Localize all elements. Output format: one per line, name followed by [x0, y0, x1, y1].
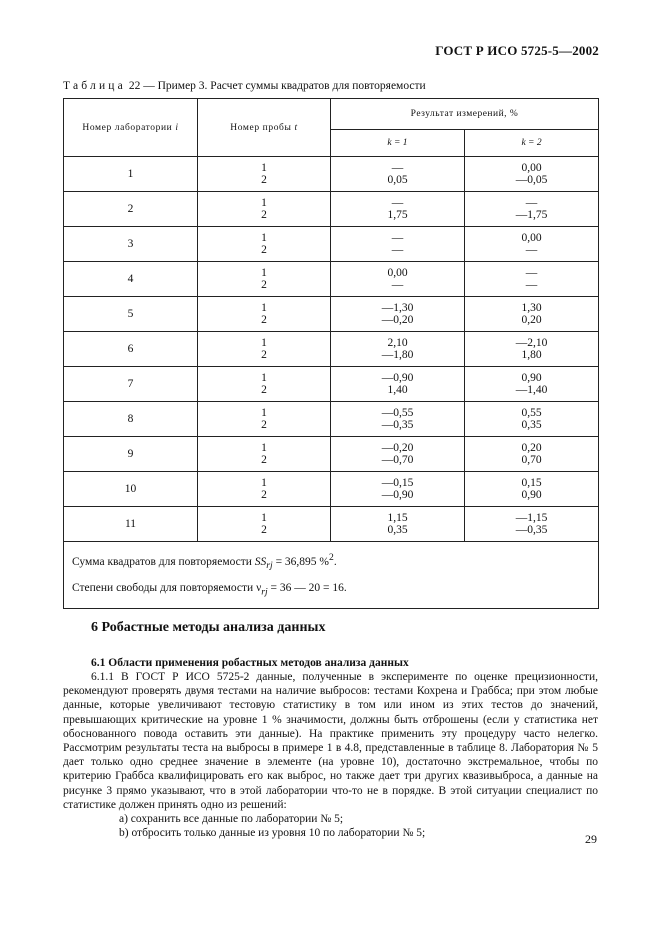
cell-k2-line: 0,35: [521, 419, 542, 431]
cell-k1-line: —0,35: [381, 419, 414, 431]
cell-k1-line: —1,30: [381, 302, 414, 314]
cell-k2: [465, 437, 599, 472]
cell-sample: [198, 227, 331, 262]
cell-sample-line: 1: [261, 337, 267, 349]
cell-k2-line: 0,20: [521, 442, 542, 454]
cell-k1-line: 1,40: [387, 384, 408, 396]
cell-k1-line: 0,05: [387, 174, 408, 186]
header-laboratory: Номер лаборатории i: [64, 99, 198, 157]
cell-k1-line: —0,20: [381, 314, 414, 326]
cell-k2-line: —: [525, 244, 538, 256]
cell-k2-line: —1,15: [515, 512, 548, 524]
cell-k2-line: —: [525, 279, 538, 291]
cell-sample-line: 2: [261, 209, 267, 221]
cell-sample: [198, 437, 331, 472]
cell-k1-line: 1,75: [387, 209, 408, 221]
cell-k1: [331, 472, 465, 507]
cell-k2-line: —: [525, 267, 538, 279]
cell-sample-line: 2: [261, 279, 267, 291]
cell-k1-line: —: [391, 279, 404, 291]
cell-k2: [465, 332, 599, 367]
cell-k2-line: —0,05: [515, 174, 548, 186]
cell-k1-line: —0,70: [381, 454, 414, 466]
cell-k2-line: 0,20: [521, 314, 542, 326]
cell-k2-line: 0,70: [521, 454, 542, 466]
cell-k2-line: 0,90: [521, 372, 542, 384]
list-item-a: a) сохранить все данные по лаборатории № 5;: [119, 813, 344, 826]
cell-k1-line: —0,90: [381, 489, 414, 501]
table-row: [64, 157, 599, 192]
table-row: [64, 367, 599, 402]
cell-sample: [198, 402, 331, 437]
table-row: [64, 332, 599, 367]
section-subheading: 6.1 Области применения робастных методов анализа данных: [91, 657, 409, 669]
cell-k2: [465, 367, 599, 402]
cell-k1-line: —: [391, 244, 404, 256]
cell-sample-line: 2: [261, 489, 267, 501]
section-heading: 6 Робастные методы анализа данных: [91, 620, 326, 635]
cell-sample-line: 2: [261, 419, 267, 431]
cell-k1-line: —: [391, 197, 404, 209]
cell-sample: [198, 332, 331, 367]
cell-k1-line: 2,10: [387, 337, 408, 349]
header-k2: k = 2: [465, 130, 599, 157]
cell-k2: [465, 192, 599, 227]
cell-sample-line: 2: [261, 454, 267, 466]
cell-laboratory: 9: [64, 437, 198, 472]
cell-sample: [198, 192, 331, 227]
cell-laboratory: 4: [64, 262, 198, 297]
cell-k1: [331, 437, 465, 472]
cell-k2-line: 1,30: [521, 302, 542, 314]
table-row: [64, 227, 599, 262]
cell-sample-line: 2: [261, 174, 267, 186]
table-row: [64, 507, 599, 542]
cell-k2-line: 1,80: [521, 349, 542, 361]
cell-sample-line: 1: [261, 372, 267, 384]
cell-sample-line: 1: [261, 232, 267, 244]
list-item-b: b) отбросить только данные из уровня 10 по лаборатории № 5;: [119, 827, 426, 840]
cell-k2-line: 0,90: [521, 489, 542, 501]
cell-sample-line: 2: [261, 314, 267, 326]
cell-k1: [331, 367, 465, 402]
table-caption-number: 22: [128, 80, 141, 92]
cell-k1: [331, 262, 465, 297]
cell-k1: [331, 297, 465, 332]
cell-sample-line: 1: [261, 477, 267, 489]
cell-k2: [465, 227, 599, 262]
cell-k1: [331, 192, 465, 227]
cell-laboratory: 2: [64, 192, 198, 227]
cell-k1: [331, 157, 465, 192]
cell-k1-line: 0,00: [387, 267, 408, 279]
cell-k1-line: —: [391, 232, 404, 244]
cell-sample: [198, 367, 331, 402]
table-row: [64, 402, 599, 437]
cell-k1-line: —0,90: [381, 372, 414, 384]
cell-k2-line: —2,10: [515, 337, 548, 349]
page-number: 29: [585, 832, 597, 846]
cell-sample-line: 1: [261, 512, 267, 524]
footer-sum-of-squares: Сумма квадратов для повторяемости $SS_{rj} = 36,895$ %$^2$.: [72, 552, 337, 572]
cell-laboratory: 5: [64, 297, 198, 332]
table-caption-text: — Пример 3. Расчет суммы квадратов для повторяемости: [143, 80, 426, 92]
table-row: [64, 262, 599, 297]
cell-k2-line: 0,00: [521, 232, 542, 244]
cell-k1-line: 0,35: [387, 524, 408, 536]
cell-laboratory: 3: [64, 227, 198, 262]
cell-k1-line: —0,55: [381, 407, 414, 419]
header-k1: k = 1: [331, 130, 465, 157]
cell-sample-line: 2: [261, 349, 267, 361]
cell-sample: [198, 157, 331, 192]
cell-sample: [198, 507, 331, 542]
header-result: Результат измерений, %: [331, 99, 599, 130]
cell-sample-line: 2: [261, 524, 267, 536]
cell-k1: [331, 227, 465, 262]
cell-laboratory: 10: [64, 472, 198, 507]
data-table: [63, 98, 599, 609]
table-row: [64, 192, 599, 227]
cell-laboratory: 7: [64, 367, 198, 402]
cell-k2: [465, 507, 599, 542]
cell-k1: [331, 332, 465, 367]
table-caption: [63, 80, 426, 92]
cell-laboratory: 1: [64, 157, 198, 192]
cell-k2-line: —0,35: [515, 524, 548, 536]
cell-laboratory: 11: [64, 507, 198, 542]
cell-k1-line: —1,80: [381, 349, 414, 361]
cell-k2: [465, 157, 599, 192]
table-row: [64, 437, 599, 472]
table-footer: [64, 542, 599, 609]
cell-sample-line: 1: [261, 197, 267, 209]
cell-sample-line: 2: [261, 244, 267, 256]
cell-sample-line: 1: [261, 407, 267, 419]
table-caption-label: Таблица: [63, 80, 126, 92]
cell-k2-line: —1,40: [515, 384, 548, 396]
cell-sample: [198, 262, 331, 297]
cell-laboratory: 8: [64, 402, 198, 437]
cell-k2-line: 0,00: [521, 162, 542, 174]
cell-sample: [198, 297, 331, 332]
section-body: [63, 670, 598, 840]
document-header-standard: ГОСТ Р ИСО 5725-5—2002: [435, 43, 599, 58]
cell-k1: [331, 507, 465, 542]
cell-k1-line: 1,15: [387, 512, 408, 524]
cell-sample-line: 1: [261, 442, 267, 454]
cell-k2-line: —1,75: [515, 209, 548, 221]
header-sample: Номер пробы t: [198, 99, 331, 157]
cell-k2: [465, 472, 599, 507]
cell-k1-line: —: [391, 162, 404, 174]
cell-k2: [465, 262, 599, 297]
cell-laboratory: 6: [64, 332, 198, 367]
paragraph-6-1-1: 6.1.1 В ГОСТ Р ИСО 5725-2 данные, полученные в эксперименте по оценке прецизионности, рекомендуют проверять двумя тестами на наличие выбросов: тестами Кохрена и Граббса; при этом любые данные, которые увеличивают тестовую статистику в том или ином из этих тестов до значений, превышающих критические на уровне 1 % значимости, должны быть отброшены (если у статистика нет обоснованного повода оставить эти данные). На практике применить эту процедуру часто нелегко. Рассмотрим результаты теста на выбросы в примере 1 в 4.8, представленные в таблице 8. Лаборатория № 5 дает только одно среднее значение в элементе (на уровне 10), достаточно экстремальное, чтобы по критерию Граббса квалифицировать его как выброс, но также дает три других квазивыброса, а данные на рисунке 3 прямо указывают, что в этой лаборатории что-то не в порядке. В этой ситуации специалист по статистике должен принять одно из решений:: [63, 671, 598, 811]
table-row: [64, 297, 599, 332]
cell-k2: [465, 297, 599, 332]
cell-k2-line: —: [525, 197, 538, 209]
cell-k1-line: —0,20: [381, 442, 414, 454]
cell-sample-line: 1: [261, 302, 267, 314]
cell-sample-line: 1: [261, 162, 267, 174]
cell-k1: [331, 402, 465, 437]
cell-k2-line: 0,15: [521, 477, 542, 489]
table-body: [64, 157, 599, 542]
table-row: [64, 472, 599, 507]
cell-sample-line: 1: [261, 267, 267, 279]
cell-k2-line: 0,55: [521, 407, 542, 419]
footer-degrees-of-freedom: Степени свободы для повторяемости $\nu_{rj} = 36$ — 20 = 16.: [72, 582, 347, 598]
cell-k2: [465, 402, 599, 437]
cell-sample-line: 2: [261, 384, 267, 396]
cell-k1-line: —0,15: [381, 477, 414, 489]
cell-sample: [198, 472, 331, 507]
